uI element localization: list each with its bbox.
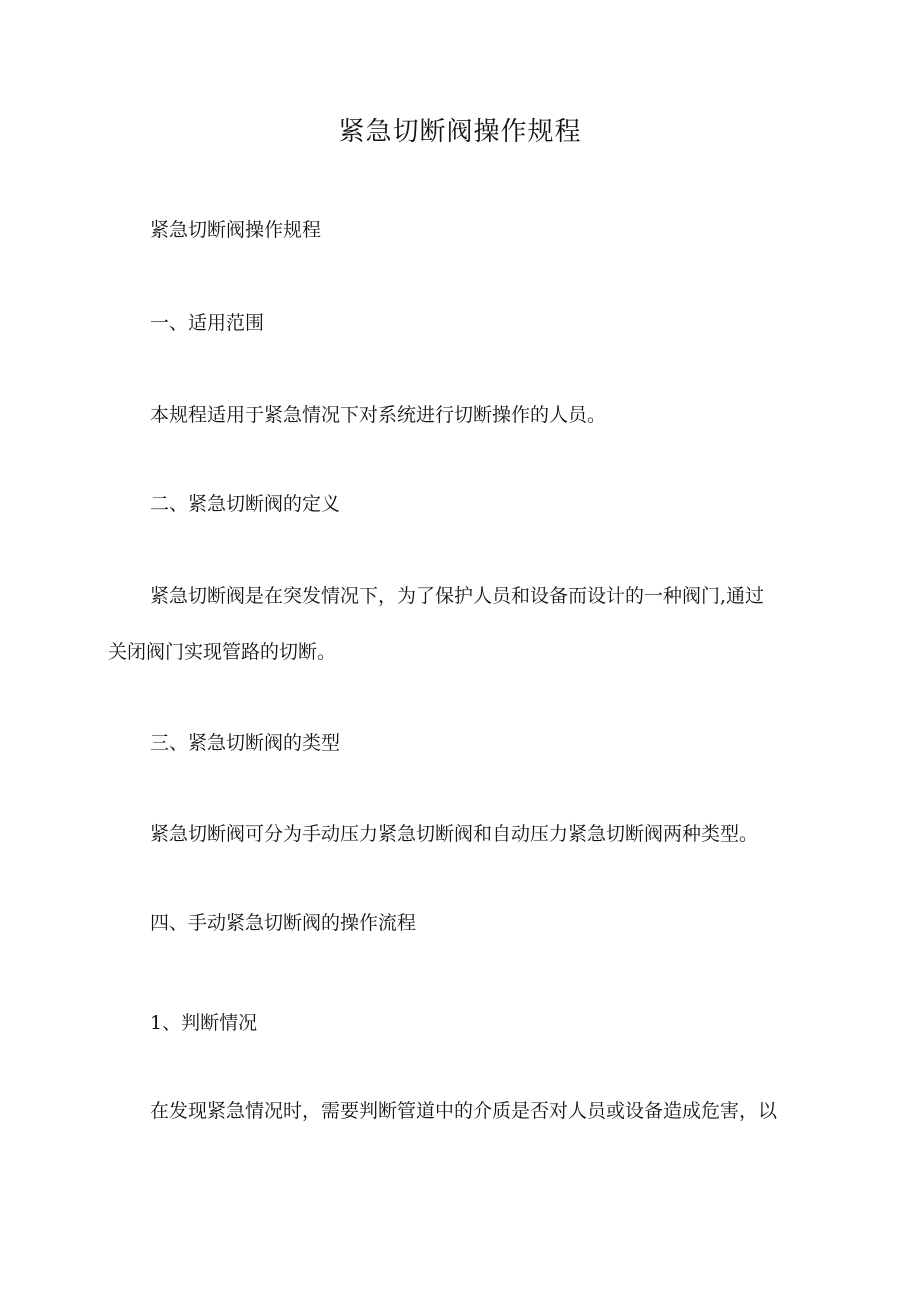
step-text-judge: 在发现紧急情况时，需要判断管道中的介质是否对人员或设备造成危害，以 bbox=[150, 1100, 778, 1122]
section-heading-manual-procedure: 四、手动紧急切断阀的操作流程 bbox=[150, 912, 417, 934]
section-text-types: 紧急切断阀可分为手动压力紧急切断阀和自动压力紧急切断阀两种类型。 bbox=[150, 823, 759, 845]
section-heading-types: 三、紧急切断阀的类型 bbox=[150, 732, 341, 754]
step-heading-judge: 1、判断情况 bbox=[150, 1012, 258, 1034]
document-subtitle: 紧急切断阀操作规程 bbox=[150, 219, 322, 241]
section-heading-definition: 二、紧急切断阀的定义 bbox=[150, 493, 341, 515]
section-text-definition-line1: 紧急切断阀是在突发情况下，为了保护人员和设备而设计的一种阀门,通过 bbox=[150, 585, 765, 607]
section-text-definition-line2: 关闭阀门实现管路的切断。 bbox=[108, 641, 337, 663]
document-title: 紧急切断阀操作规程 bbox=[338, 117, 582, 147]
section-text-scope: 本规程适用于紧急情况下对系统进行切断操作的人员。 bbox=[150, 404, 607, 426]
section-heading-scope: 一、适用范围 bbox=[150, 312, 265, 334]
